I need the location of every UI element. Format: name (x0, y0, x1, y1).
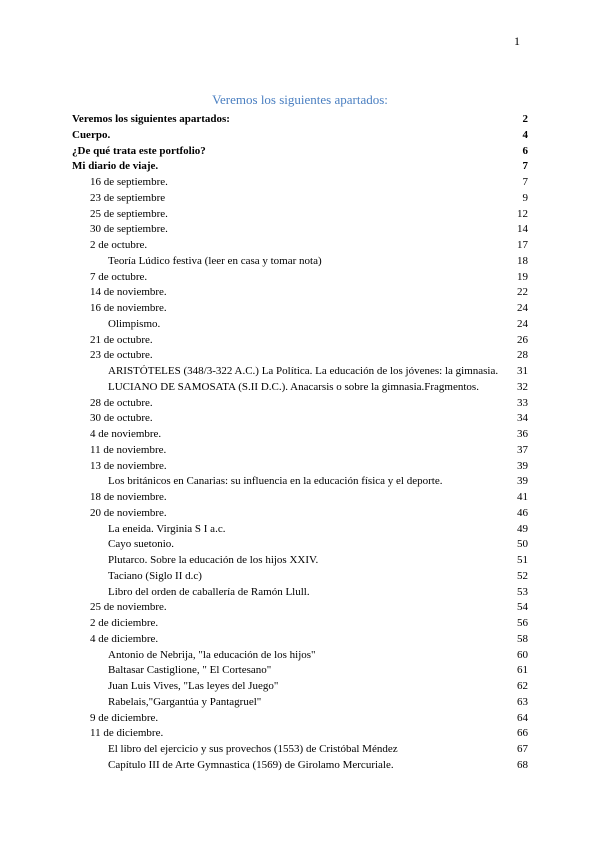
toc-entry-page: 37 (517, 443, 528, 456)
toc-entry[interactable] (72, 239, 528, 255)
page-number: 1 (514, 34, 520, 48)
toc-entry-page: 64 (517, 711, 528, 724)
toc-entry-page: 62 (517, 680, 528, 692)
toc-entry-title: 11 de diciembre. (90, 727, 164, 740)
toc-entry-page: 2 (522, 113, 528, 125)
toc-entry-title: 13 de noviembre. (90, 459, 167, 472)
toc-entry-title: Olimpismo. (108, 317, 161, 330)
toc-entry-title: 23 de octubre. (90, 349, 153, 362)
toc-entry-title: 18 de noviembre. (90, 491, 167, 503)
toc-entry-page: 41 (517, 491, 528, 503)
toc-entry-title: Mi diario de viaje. (72, 160, 159, 173)
toc-entry-title: 21 de octubre. (90, 333, 153, 346)
toc-entry-title: ¿De qué trata este portfolio? (72, 144, 206, 157)
toc-entry[interactable] (72, 759, 528, 775)
toc-entry[interactable] (72, 743, 528, 759)
toc-entry-page: 32 (517, 380, 528, 393)
toc-entry-page: 68 (517, 758, 528, 771)
toc-entry-page: 51 (517, 554, 528, 566)
toc-entry[interactable] (72, 633, 528, 649)
toc-entry-title: Veremos los siguientes apartados: (72, 113, 230, 125)
toc-entry-title: 4 de noviembre. (90, 428, 162, 440)
toc-entry-page: 17 (517, 239, 528, 251)
toc-entry-title: LUCIANO DE SAMOSATA (S.II D.C.). Anacarsis o sobre la gimnasia.Fragmentos. (108, 380, 479, 393)
toc-entry-title: Libro del orden de caballería de Ramón Llull. (108, 585, 310, 598)
table-of-contents (72, 113, 528, 775)
toc-entry-title: 2 de diciembre. (90, 617, 159, 629)
toc-entry-page: 9 (522, 191, 528, 204)
toc-entry-title: Baltasar Castiglione, " El Cortesano" (108, 664, 272, 677)
toc-entry[interactable] (72, 712, 528, 728)
toc-entry[interactable] (72, 113, 528, 129)
toc-entry[interactable] (72, 444, 528, 460)
toc-entry-title: 30 de octubre. (90, 412, 153, 425)
toc-entry[interactable] (72, 460, 528, 476)
toc-entry[interactable] (72, 649, 528, 665)
toc-entry-page: 58 (517, 632, 528, 645)
toc-entry-page: 63 (517, 695, 528, 708)
toc-entry[interactable] (72, 176, 528, 192)
toc-entry-title: El libro del ejercicio y sus provechos (1553) de Cristóbal Méndez (108, 743, 398, 755)
toc-entry[interactable] (72, 160, 528, 176)
toc-entry[interactable] (72, 428, 528, 444)
toc-entry-page: 60 (517, 648, 528, 661)
toc-entry[interactable] (72, 223, 528, 239)
toc-entry[interactable] (72, 601, 528, 617)
toc-entry-title: 25 de noviembre. (90, 601, 167, 614)
toc-entry[interactable] (72, 318, 528, 334)
toc-entry-title: Cuerpo. (72, 128, 111, 141)
toc-entry[interactable] (72, 129, 528, 145)
toc-entry[interactable] (72, 286, 528, 302)
toc-entry[interactable] (72, 507, 528, 523)
toc-entry-page: 31 (517, 365, 528, 377)
toc-entry[interactable] (72, 397, 528, 413)
toc-entry-page: 50 (517, 538, 528, 551)
toc-entry-title: 16 de noviembre. (90, 302, 167, 314)
toc-entry-page: 46 (517, 506, 528, 519)
toc-entry[interactable] (72, 664, 528, 680)
toc-entry-page: 14 (517, 223, 528, 236)
toc-entry[interactable] (72, 192, 528, 208)
toc-entry-title: 25 de septiembre. (90, 207, 168, 220)
toc-entry[interactable] (72, 302, 528, 318)
toc-entry[interactable] (72, 208, 528, 224)
toc-entry-page: 33 (517, 396, 528, 409)
toc-entry-title: Los británicos en Canarias: su influencia en la educación física y el deporte. (108, 475, 443, 488)
toc-entry-title: Plutarco. Sobre la educación de los hijos XXIV. (108, 554, 319, 566)
toc-entry-page: 22 (517, 286, 528, 299)
toc-entry[interactable] (72, 554, 528, 570)
toc-entry-page: 6 (522, 144, 528, 157)
toc-entry-title: 23 de septiembre (90, 191, 166, 204)
toc-entry[interactable] (72, 523, 528, 539)
toc-entry[interactable] (72, 680, 528, 696)
toc-entry-title: 14 de noviembre. (90, 286, 167, 299)
toc-entry-page: 4 (522, 128, 528, 141)
toc-entry-page: 19 (517, 270, 528, 283)
toc-entry-page: 54 (517, 601, 528, 614)
toc-entry[interactable] (72, 145, 528, 161)
toc-entry[interactable] (72, 475, 528, 491)
toc-entry-title: 4 de diciembre. (90, 632, 159, 645)
toc-entry-page: 56 (517, 617, 528, 629)
toc-entry-title: 11 de noviembre. (90, 443, 167, 456)
toc-entry-title: La eneida. Virginia S I a.c. (108, 522, 226, 535)
toc-entry[interactable] (72, 412, 528, 428)
toc-entry-page: 53 (517, 585, 528, 598)
toc-entry[interactable] (72, 349, 528, 365)
toc-entry[interactable] (72, 491, 528, 507)
toc-entry-title: 20 de noviembre. (90, 506, 167, 519)
toc-entry-page: 66 (517, 727, 528, 740)
toc-entry[interactable] (72, 365, 528, 381)
toc-entry-page: 28 (517, 349, 528, 362)
toc-entry[interactable] (72, 271, 528, 287)
toc-entry-page: 52 (517, 569, 528, 582)
toc-entry-title: Taciano (Siglo II d.c) (108, 569, 202, 582)
toc-entry[interactable] (72, 617, 528, 633)
toc-entry-title: 28 de octubre. (90, 396, 153, 409)
toc-entry-title: Teoría Lúdico festiva (leer en casa y tomar nota) (108, 254, 322, 267)
toc-entry-page: 24 (517, 317, 528, 330)
toc-entry[interactable] (72, 255, 528, 271)
toc-entry-page: 7 (522, 176, 528, 188)
toc-entry-title: ARISTÓTELES (348/3-322 A.C.) La Política. La educación de los jóvenes: la gimnasia. (108, 365, 499, 377)
toc-entry-page: 39 (517, 475, 528, 488)
toc-entry[interactable] (72, 570, 528, 586)
toc-entry-page: 34 (517, 412, 528, 425)
toc-entry-page: 12 (517, 207, 528, 220)
toc-entry-page: 7 (522, 160, 528, 173)
toc-entry[interactable] (72, 381, 528, 397)
toc-entry[interactable] (72, 727, 528, 743)
toc-entry-title: 7 de octubre. (90, 270, 148, 283)
toc-entry[interactable] (72, 538, 528, 554)
toc-entry-title: Rabelais,"Gargantúa y Pantagruel" (108, 695, 262, 708)
toc-entry-title: 16 de septiembre. (90, 176, 168, 188)
toc-entry-title: Cayo suetonio. (108, 538, 174, 551)
toc-entry-page: 24 (517, 302, 528, 314)
toc-entry-title: Juan Luis Vives, "Las leyes del Juego" (108, 680, 279, 692)
toc-entry-page: 61 (517, 664, 528, 677)
toc-entry-title: 30 de septiembre. (90, 223, 168, 236)
toc-entry[interactable] (72, 334, 528, 350)
toc-entry-page: 67 (517, 743, 528, 755)
toc-entry-page: 18 (517, 254, 528, 267)
toc-entry-page: 49 (517, 522, 528, 535)
toc-entry[interactable] (72, 586, 528, 602)
toc-title: Veremos los siguientes apartados: (212, 92, 388, 107)
toc-entry-page: 36 (517, 428, 528, 440)
toc-entry-page: 26 (517, 333, 528, 346)
toc-entry-title: Antonio de Nebrija, "la educación de los hijos" (108, 648, 316, 661)
toc-entry-title: 9 de diciembre. (90, 711, 159, 724)
toc-entry-title: Capítulo III de Arte Gymnastica (1569) de Girolamo Mercuriale. (108, 758, 394, 771)
toc-entry-title: 2 de octubre. (90, 239, 148, 251)
toc-entry[interactable] (72, 696, 528, 712)
toc-entry-page: 39 (517, 459, 528, 472)
